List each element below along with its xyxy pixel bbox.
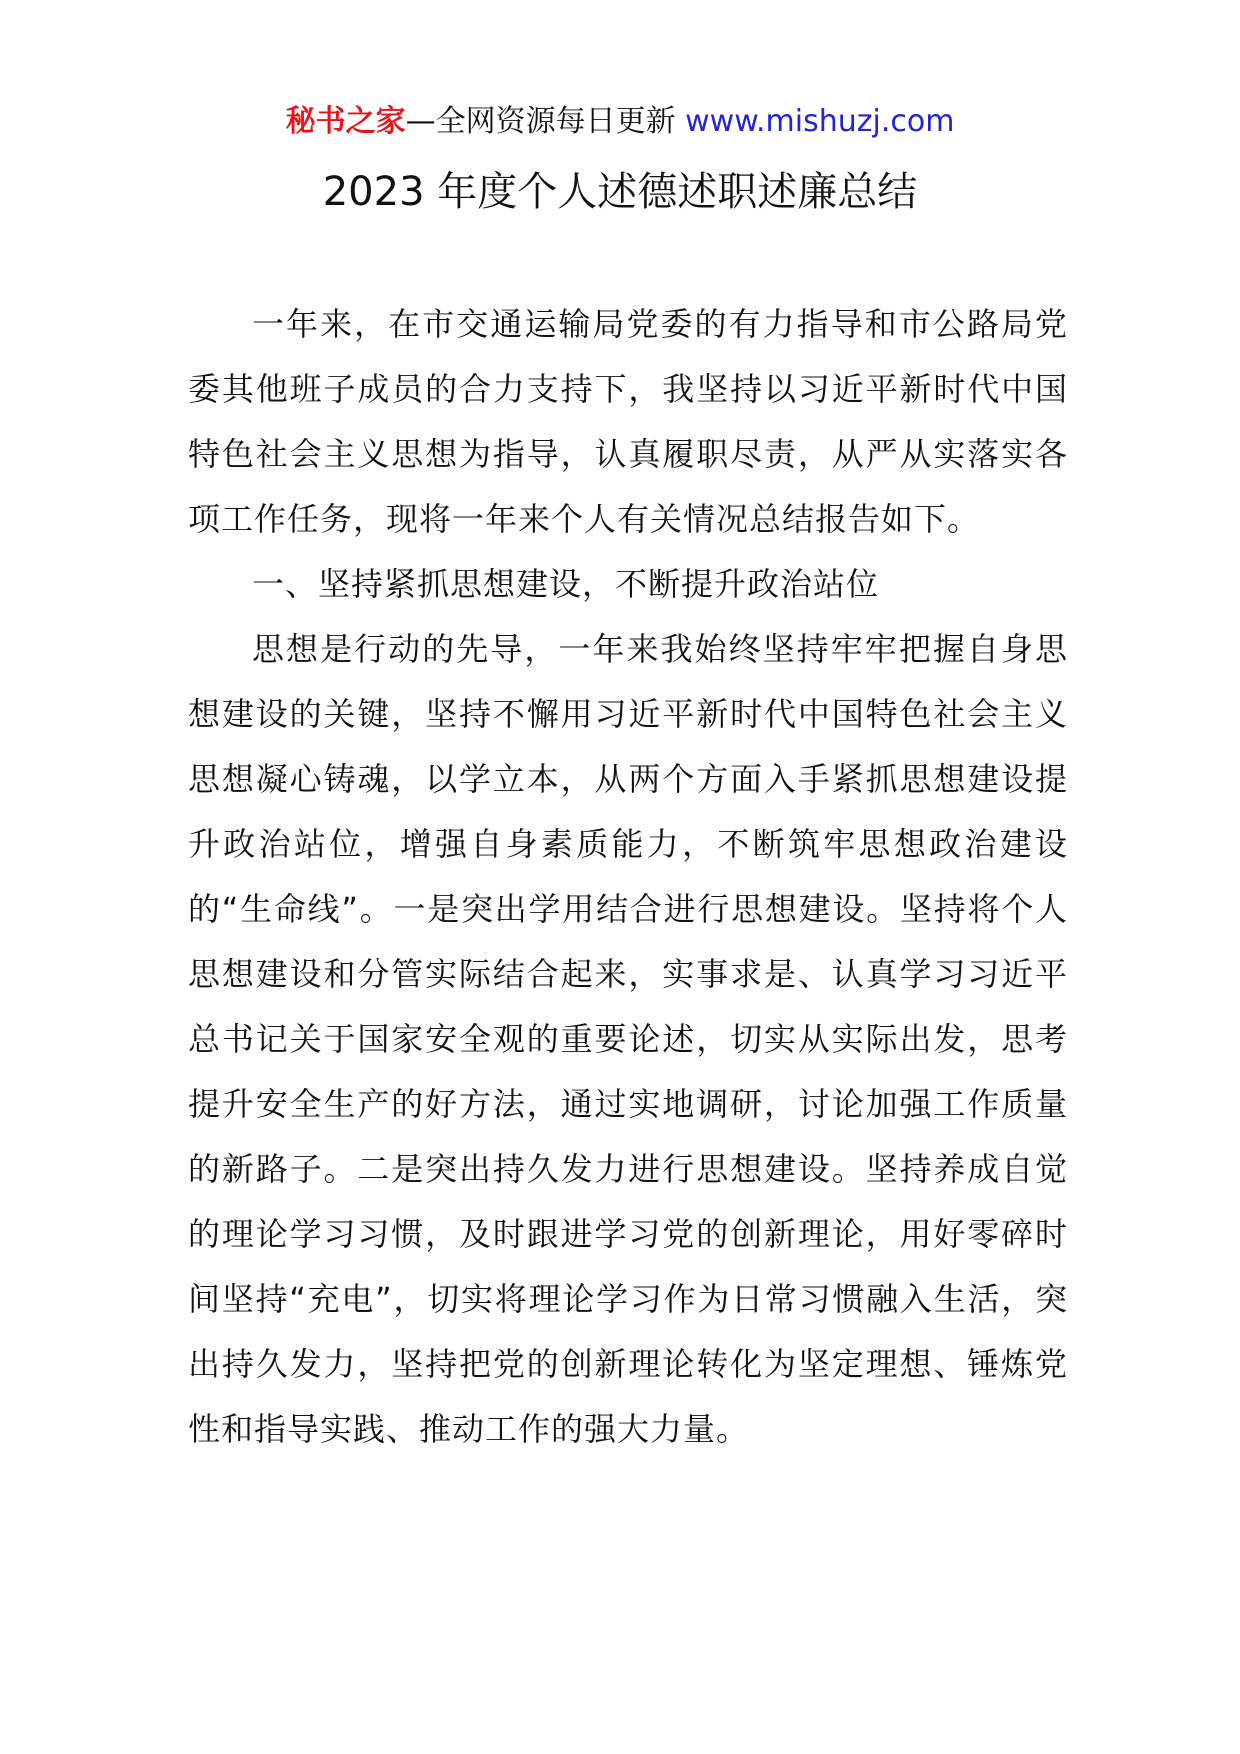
section-1-paragraph: 思想是行动的先导，一年来我始终坚持牢牢把握自身思想建设的关键，坚持不懈用习近平新时代中国特色社会主义思想凝心铸魂，以学立本，从两个方面入手紧抓思想建设提升政治站位，增强自身素质能力，不断筑牢思想政治建设的“生命线”。一是突出学用结合进行思想建设。坚持将个人思想建设和分管实际结合起来，实事求是、认真学习习近平总书记关于国家安全观的重要论述，切实从实际出发，思考提升安全生产的好方法，通过实地调研，讨论加强工作质量的新路子。二是突出持久发力进行思想建设。坚持养成自觉的理论学习习惯，及时跟进学习党的创新理论，用好零碎时间坚持“充电”，切实将理论学习作为日常习惯融入生活，突出持久发力，坚持把党的创新理论转化为坚定理想、锤炼党性和指导实践、推动工作的强大力量。: [188, 630, 1068, 1448]
document-body: [188, 292, 1068, 1462]
banner-tagline: —全网资源每日更新: [405, 104, 686, 139]
intro-paragraph: 一年来，在市交通运输局党委的有力指导和市公路局党委其他班子成员的合力支持下，我坚持以习近平新时代中国特色社会主义思想为指导，认真履职尽责，从严从实落实各项工作任务，现将一年来个人有关情况总结报告如下。: [188, 305, 1068, 538]
site-url-link[interactable]: www.mishuzj.com: [685, 104, 955, 139]
section-heading-1: 一、坚持紧抓思想建设，不断提升政治站位: [252, 565, 880, 603]
site-banner: [0, 100, 1240, 144]
document-title: 2023 年度个人述德述职述廉总结: [322, 169, 918, 215]
brand-name: 秘书之家: [285, 104, 406, 139]
